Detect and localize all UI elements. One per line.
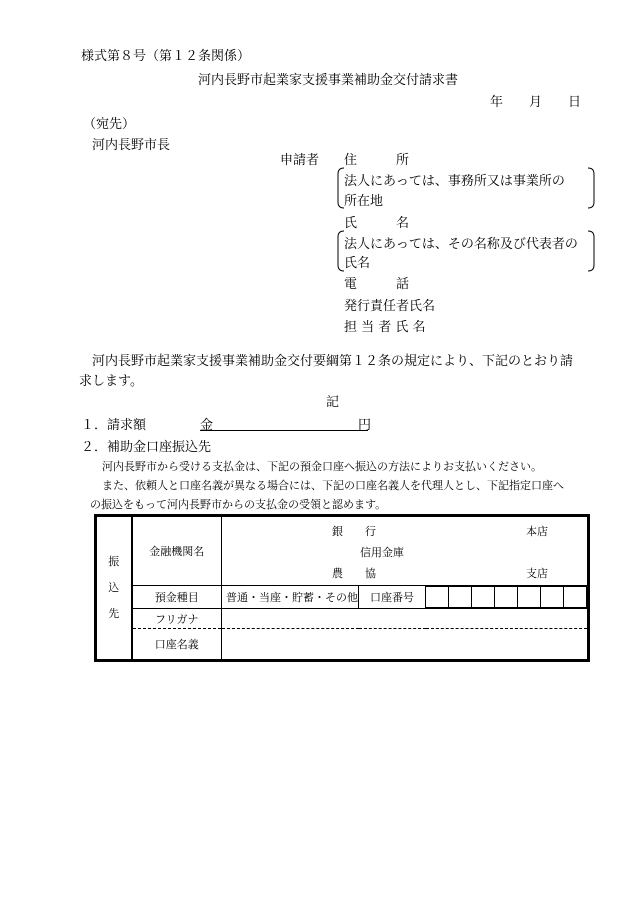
furigana-label: フリガナ bbox=[132, 609, 222, 629]
account-holder-field[interactable] bbox=[222, 629, 589, 661]
amount-field[interactable] bbox=[200, 414, 368, 431]
amount-prefix: 金 bbox=[200, 418, 214, 433]
deposit-type-label: 預金種目 bbox=[132, 586, 222, 609]
bank-account-table bbox=[94, 514, 590, 662]
account-digit-box[interactable] bbox=[541, 587, 564, 608]
item2-label: ２．補助金口座振込先 bbox=[81, 440, 212, 455]
item1-label: １．請求額 bbox=[81, 418, 147, 433]
date-day: 日 bbox=[568, 95, 582, 110]
body-text-line-1: 河内長野市起業家支援事業補助金交付要綱第１２条の規定により、下記のとおり請 bbox=[92, 354, 574, 369]
contact-label: 担 当 者 氏 名 bbox=[344, 320, 426, 335]
branch-label: 支店 bbox=[526, 567, 548, 580]
account-number-field[interactable] bbox=[426, 586, 589, 609]
account-number-label: 口座番号 bbox=[359, 586, 426, 609]
account-digit-box[interactable] bbox=[564, 587, 587, 608]
nokyo-option: 農 協 bbox=[332, 567, 376, 580]
addressee: 河内長野市長 bbox=[92, 138, 171, 153]
item2-note-2: また、依頼人と口座名義が異なる場合には、下記の口座名義人を代理人とし、下記指定口座へ bbox=[102, 479, 564, 492]
address-note-2: 所在地 bbox=[344, 194, 384, 209]
name-label: 氏 名 bbox=[344, 216, 410, 231]
bank-option: 銀 行 bbox=[332, 525, 376, 538]
furigana-field[interactable] bbox=[222, 609, 589, 629]
address-note-1: 法人にあっては、事務所又は事業所の bbox=[344, 174, 565, 189]
date-month: 月 bbox=[529, 95, 543, 110]
deposit-type-options[interactable]: 普通・当座・貯蓄・その他 bbox=[222, 586, 359, 609]
name-note-2: 氏名 bbox=[344, 256, 371, 271]
transfer-destination-label: 振 込 先 bbox=[96, 516, 132, 661]
institution-field[interactable] bbox=[222, 516, 589, 586]
addressee-label: （宛先） bbox=[83, 117, 136, 132]
item2-note-1: 河内長野市から受ける支払金は、下記の預金口座へ振込の方法によりお支払いください。 bbox=[102, 460, 542, 473]
shinkin-option: 信用金庫 bbox=[360, 546, 404, 559]
date-year: 年 bbox=[490, 95, 504, 110]
account-digit-box[interactable] bbox=[472, 587, 495, 608]
address-label: 住 所 bbox=[344, 153, 410, 168]
account-digit-box[interactable] bbox=[426, 587, 449, 608]
account-digit-box[interactable] bbox=[518, 587, 541, 608]
institution-label: 金融機関名 bbox=[132, 516, 222, 586]
form-number: 様式第８号（第１２条関係） bbox=[81, 49, 251, 64]
head-office-label: 本店 bbox=[526, 525, 548, 538]
account-digit-box[interactable] bbox=[449, 587, 472, 608]
form-title: 河内長野市起業家支援事業補助金交付請求書 bbox=[198, 73, 459, 88]
body-text-line-2: 求します。 bbox=[79, 374, 143, 389]
account-holder-label: 口座名義 bbox=[132, 629, 222, 661]
applicant-label: 申請者 bbox=[280, 153, 320, 168]
phone-label: 電 話 bbox=[344, 277, 410, 292]
ki-heading: 記 bbox=[326, 395, 340, 410]
account-digit-box[interactable] bbox=[495, 587, 518, 608]
amount-suffix: 円 bbox=[358, 418, 372, 433]
item2-note-3: の振込をもって河内長野市からの支払金の受領と認めます。 bbox=[90, 498, 387, 511]
issuer-label: 発行責任者氏名 bbox=[344, 299, 436, 314]
name-note-1: 法人にあっては、その名称及び代表者の bbox=[344, 237, 578, 252]
